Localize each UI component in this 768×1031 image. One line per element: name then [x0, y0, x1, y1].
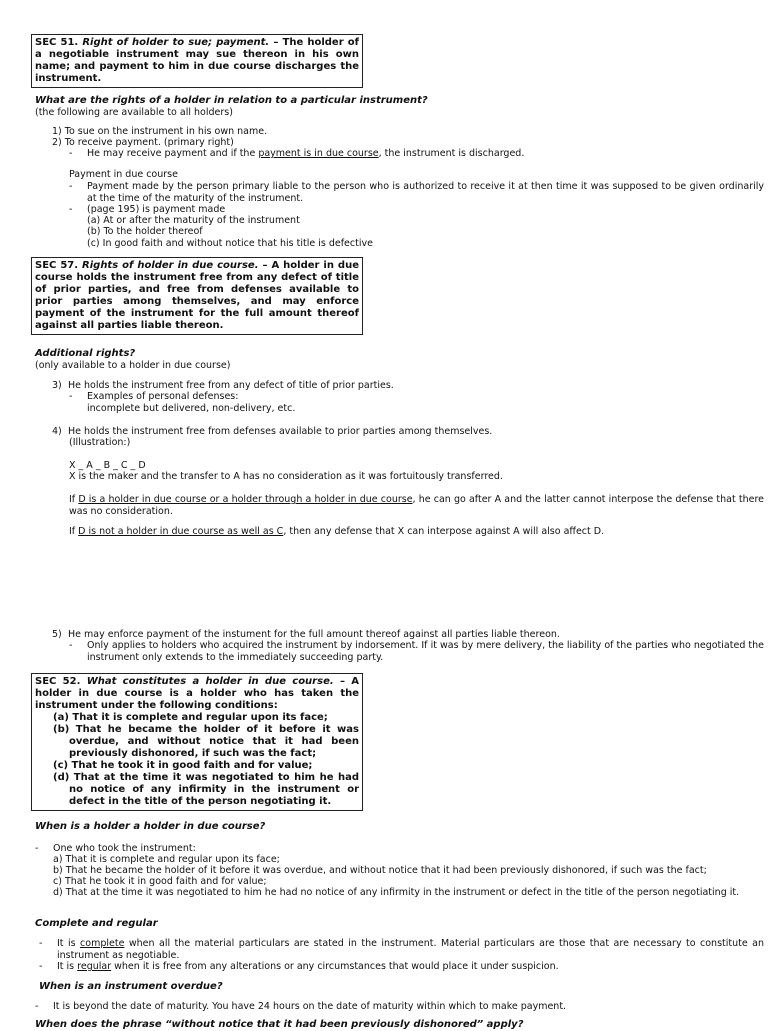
sec51-title: Right of holder to sue; payment.	[82, 37, 270, 48]
underlined-text: D is not a holder in due course as well as C	[78, 526, 284, 537]
additional-question: Additional rights?	[35, 348, 136, 359]
sec57-box	[31, 257, 363, 335]
rights-item-2: 2) To receive payment. (primary right)	[52, 137, 234, 148]
sec51-body: – The holder of a negotiable instrument may sue thereon in his own name; and payment to him in due course discharges the instrument.	[35, 37, 359, 84]
item-3-sub-text: Examples of personal defenses:	[87, 391, 239, 402]
overdue-text: It is beyond the date of maturity. You have 24 hours on the date of maturity within which to make payment.	[53, 1001, 567, 1012]
text: , the instrument is discharged.	[378, 148, 525, 159]
sec57-label: SEC 57.	[35, 260, 79, 271]
additional-note: (only available to a holder in due course)	[35, 360, 231, 371]
sec52-title: What constitutes a holder in due course.	[86, 676, 334, 687]
text: It is	[57, 938, 81, 949]
hidc-lead: - One who took the instrument:	[35, 843, 196, 854]
chain-illustration: X _ A _ B _ C _ D	[69, 460, 146, 471]
text: , he can go after A and the latter cannot interpose the defense that there was no consideration.	[69, 494, 764, 517]
overdue-paragraph: - It is beyond the date of maturity. You have 24 hours on the date of maturity within which to make payment.	[35, 1001, 567, 1012]
sec52-box	[31, 673, 363, 811]
dishonored-question-cut: When does the phrase “without notice that it had been previously dishonored” apply?	[35, 1019, 524, 1030]
complete-paragraph: - It is complete when all the material particulars are stated in the instrument. Material particulars are those that are necessary to constitute an instrument as negotiable.	[39, 938, 765, 961]
complete-regular-question: Complete and regular	[35, 918, 158, 929]
sec51-label: SEC 51.	[35, 37, 79, 48]
rights-item-1: 1) To sue on the instrument in his own name.	[52, 126, 268, 137]
additional-item-4-sub: (Illustration:)	[69, 437, 131, 448]
pidc-a: (a) At or after the maturity of the instrument	[87, 215, 300, 226]
item-5-sub-text: Only applies to holders who acquired the instrument by indorsement. If it was by mere delivery, the liability of the parties who negotiated the instrument only extends to the immediately succeeding party.	[87, 640, 764, 663]
rights-item-2-sub: - He may receive payment and if the payment is in due course, the instrument is discharged.	[69, 148, 525, 159]
rights-holder-question: What are the rights of a holder in relation to a particular instrument?	[35, 95, 428, 106]
additional-item-5-sub: - Only applies to holders who acquired the instrument by indorsement. If it was by mere delivery, the liability of the parties who negotiated the instrument only extends to the immediately succeeding party.	[69, 640, 764, 663]
item-5-text: He may enforce payment of the instument for the full amount thereof against all parties liable thereon.	[68, 629, 560, 640]
underlined-text: complete	[80, 938, 125, 949]
text: He may receive payment and if the	[87, 148, 259, 159]
text: when it is free from any alterations or any circumstances that would place it under suspicion.	[111, 961, 559, 972]
pidc-c: (c) In good faith and without notice that his title is defective	[87, 238, 373, 249]
underlined-text: payment is in due course	[258, 148, 379, 159]
hidc-lead-text: One who took the instrument:	[53, 843, 196, 854]
sec52-d: (d) That at the time it was negotiated to him he had no notice of any infirmity in the instrument or defect in the title of the person negotiating it.	[53, 772, 359, 807]
text: If	[69, 494, 79, 505]
text: It is	[57, 961, 78, 972]
hidc-question: When is a holder a holder in due course?	[35, 821, 266, 832]
sec57-body: – A holder in due course holds the instrument free from any defect of title of prior parties, and free from defenses available to prior parties among themselves, and may enforce payment of the instrument for the full amount thereof against all parties liable thereon.	[35, 260, 359, 331]
underlined-text: D is a holder in due course or a holder through a holder in due course	[78, 494, 413, 505]
text: If	[69, 526, 79, 537]
additional-item-3-sub: - Examples of personal defenses:	[69, 391, 239, 402]
pidc-item-1: - Payment made by the person primary liable to the person who is authorized to receive it at then time it was supposed to be given ordinarily at the time of the maturity of the instrument.	[69, 181, 764, 204]
sec52-a: (a) That it is complete and regular upon its face;	[53, 712, 328, 723]
additional-item-4: 4) He holds the instrument free from defenses available to prior parties among themselves.	[52, 426, 493, 437]
hidc-c: c) That he took it in good faith and for value;	[53, 876, 267, 887]
pidc-b: (b) To the holder thereof	[87, 226, 203, 237]
text: when all the material particulars are stated in the instrument. Material particulars are those that are necessary to constitute an instrument as negotiable.	[57, 938, 765, 961]
item-4-text: He holds the instrument free from defenses available to prior parties among themselves.	[68, 426, 493, 437]
pidc-item-1-text: Payment made by the person primary liable to the person who is authorized to receive it at then time it was supposed to be given ordinarily at the time of the maturity of the instrument.	[87, 181, 764, 204]
sec52-intro-text: – A holder in due course is a holder who has taken the instrument under the following conditions:	[35, 676, 359, 711]
hidc-b: b) That he became the holder of it before it was overdue, and without notice that it had been previously dishonored, if such was the fact;	[53, 865, 707, 876]
sec52-b: (b) That he became the holder of it before it was overdue, and without notice that it had been previously dishonored, if such was the fact;	[53, 724, 359, 759]
sec52-intro	[35, 676, 359, 712]
rights-holder-note: (the following are available to all holders)	[35, 107, 233, 118]
overdue-question: When is an instrument overdue?	[39, 981, 223, 992]
if-hidc-paragraph	[69, 494, 764, 517]
underlined-text: regular	[77, 961, 112, 972]
sec51-box	[31, 34, 363, 88]
sec52-c: (c) That he took it in good faith and for value;	[53, 760, 313, 771]
text: , then any defense that X can interpose against A will also affect D.	[283, 526, 605, 537]
pidc-item-2-text: (page 195) is payment made	[87, 204, 226, 215]
additional-item-5: 5) He may enforce payment of the instument for the full amount thereof against all parties liable thereon.	[52, 629, 560, 640]
additional-item-3: 3) He holds the instrument free from any defect of title of prior parties.	[52, 380, 394, 391]
if-not-hidc-paragraph	[69, 526, 604, 538]
pidc-heading: Payment in due course	[69, 169, 178, 180]
chain-note: X is the maker and the transfer to A has no consideration as it was fortuitously transferred.	[69, 471, 503, 482]
sec52-label: SEC 52.	[35, 676, 81, 687]
hidc-d: d) That at the time it was negotiated to him he had no notice of any infirmity in the instrument or defect in the title of the person negotiating it.	[53, 887, 740, 898]
sec57-title: Rights of holder in due course.	[82, 260, 259, 271]
item-3-text: He holds the instrument free from any defect of title of prior parties.	[68, 380, 394, 391]
pidc-item-2: - (page 195) is payment made	[69, 204, 226, 215]
additional-item-3-sub2: incomplete but delivered, non-delivery, etc.	[87, 403, 296, 414]
regular-paragraph: - It is regular when it is free from any alterations or any circumstances that would place it under suspicion.	[39, 961, 559, 972]
hidc-a: a) That it is complete and regular upon its face;	[53, 854, 280, 865]
